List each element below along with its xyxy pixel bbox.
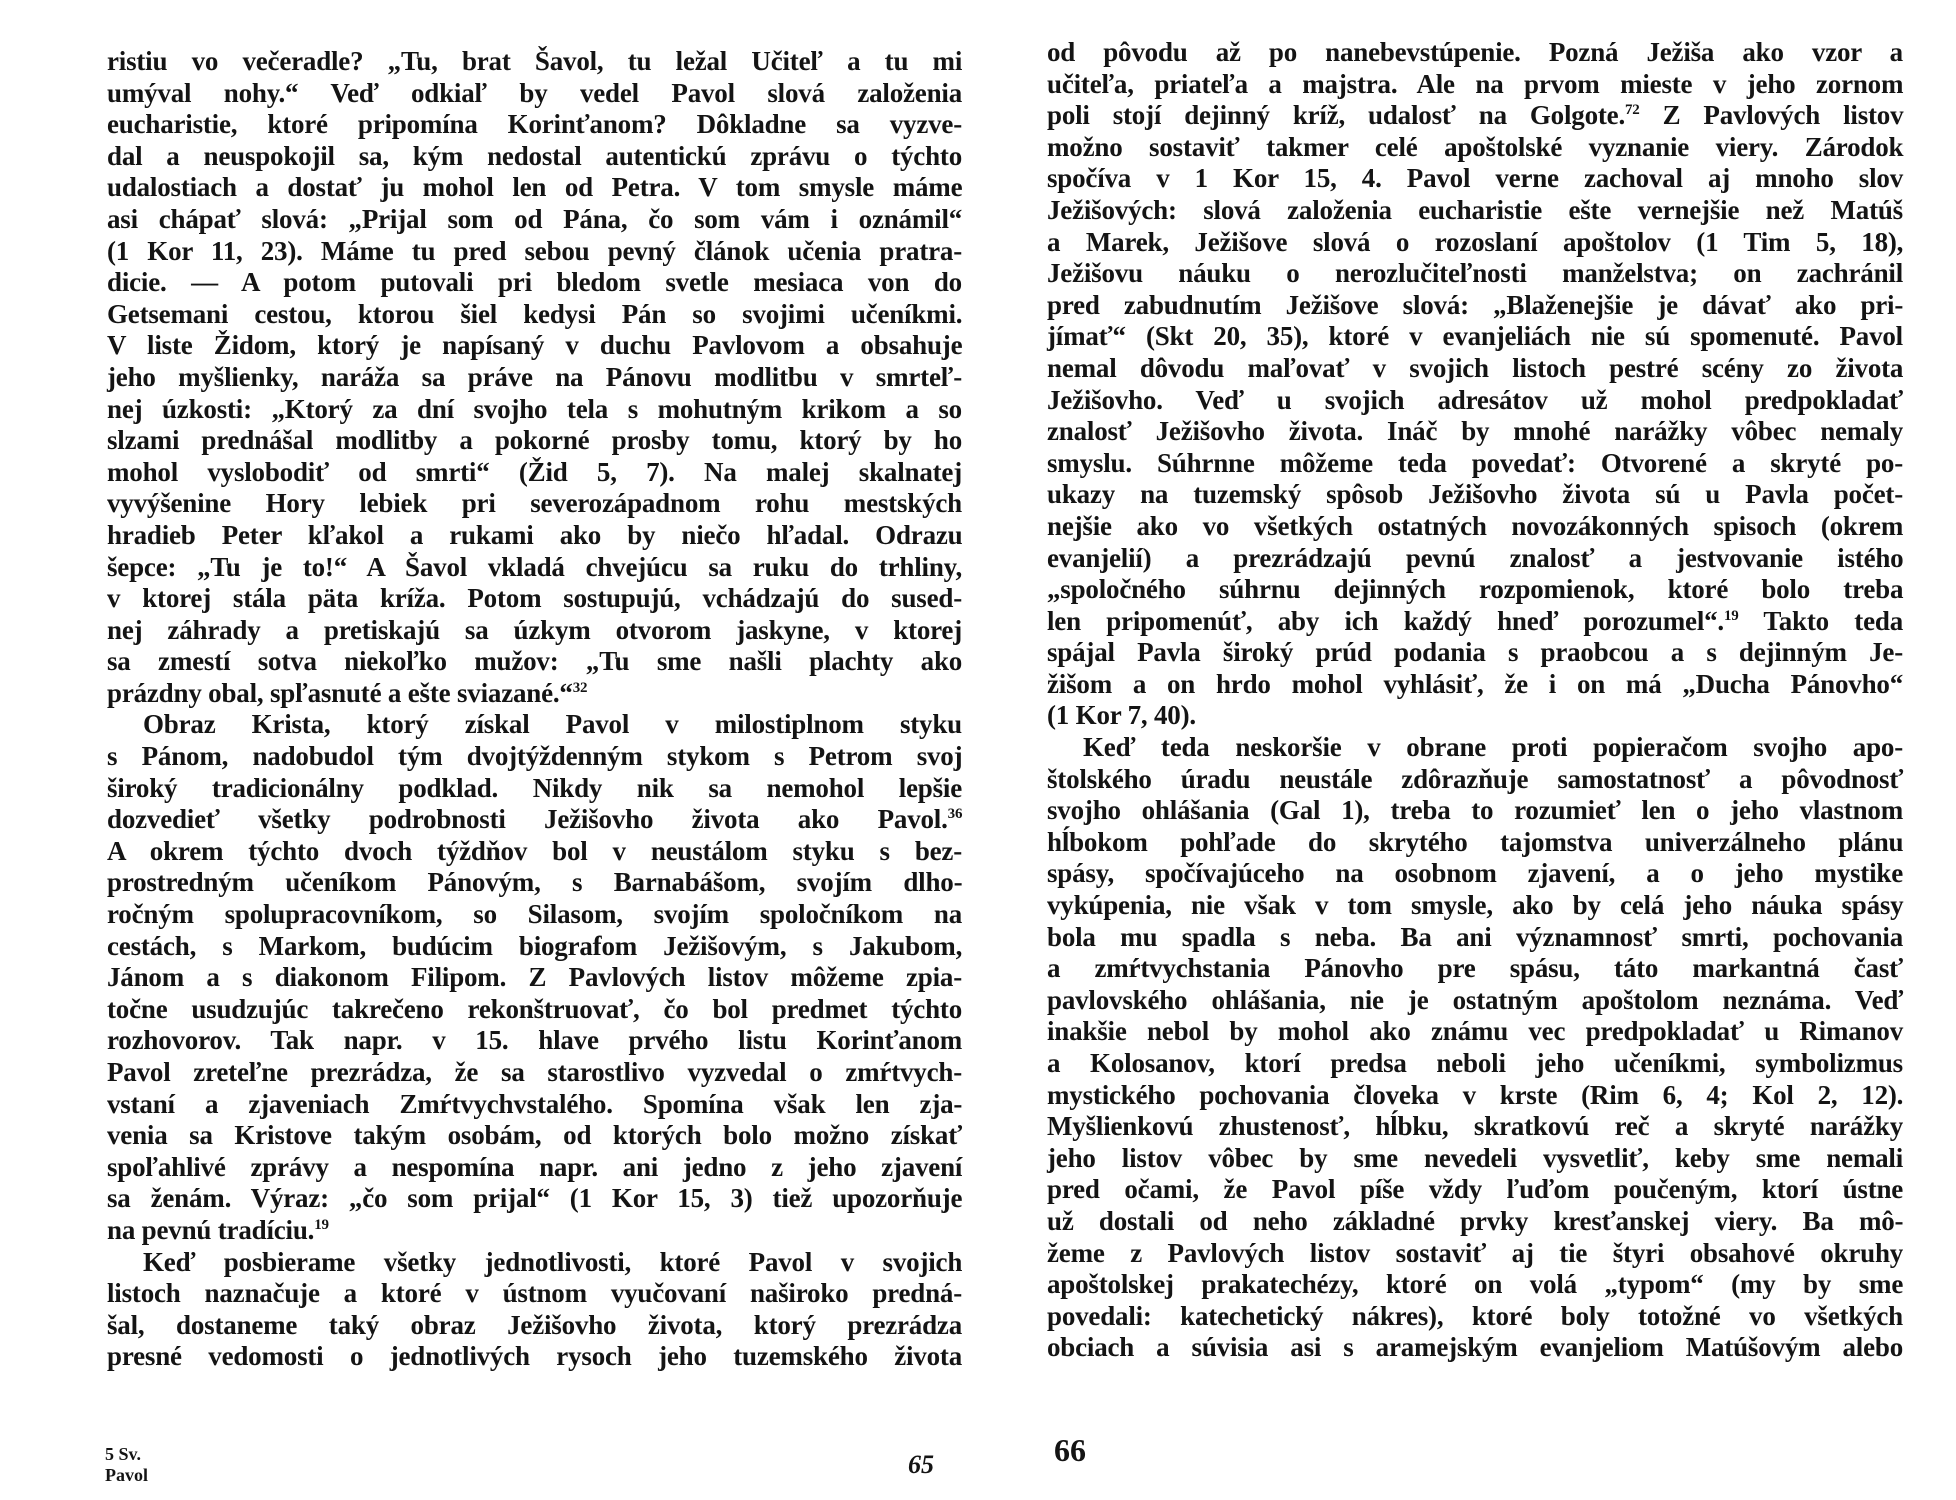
text-line xyxy=(1047,1174,1903,1206)
text-line xyxy=(107,394,962,426)
text-line-content: V liste Židom, ktorý je napísaný v duchu Pavlovom a obsahuje xyxy=(107,330,963,361)
text-line-content: spoľahlivé zprávy a nespomína napr. ani jedno z jeho zjavení xyxy=(107,1151,963,1182)
text-line-content: prostredným učeníkom Pánovým, s Barnabášom, svojím dlho- xyxy=(107,867,963,898)
text-line-content: bola mu spadla s neba. Ba ani významnosť smrti, pochovania xyxy=(1047,921,1903,952)
text-line-content: hĺbokom pohľade do skrytého tajomstva univerzálneho plánu xyxy=(1047,826,1904,857)
text-line-content: šepce: „Tu je to!“ A Šavol vkladá chvejúcu sa ruku do trhliny, xyxy=(107,551,962,582)
text-line-content: sa ženám. Výraz: „čo som prijal“ (1 Kor 15, 3) tiež upozorňuje xyxy=(107,1183,963,1214)
text-line-content: hradieb Peter kľakol a rukami ako by niečo hľadal. Odrazu xyxy=(107,519,963,550)
text-line xyxy=(1047,574,1903,606)
text-line xyxy=(1047,448,1903,480)
text-line-content: jeho listov vôbec by sme nevedeli vysvetliť, keby sme nemali xyxy=(1047,1142,1904,1173)
footnote-reference: 19 xyxy=(314,1216,329,1233)
text-line xyxy=(107,520,962,552)
text-line xyxy=(107,804,962,836)
text-line-content: apoštolskej prakatechézy, ktoré on volá „typom“ (my by sme xyxy=(1047,1269,1904,1300)
text-line-content: slzami prednášal modlitby a pokorné prosby tomu, ktorý by ho xyxy=(107,425,962,456)
text-line xyxy=(107,836,962,868)
text-line xyxy=(107,1183,962,1215)
text-line xyxy=(1047,1111,1903,1143)
text-line-content: „spoločného súhrnu dejinných rozpomienok, ktoré bolo treba xyxy=(1047,574,1904,605)
text-line-content: dozvedieť všetky podrobnosti Ježišovho života ako Pavol. xyxy=(107,804,948,835)
text-line xyxy=(107,646,962,678)
text-line xyxy=(107,899,962,931)
text-line xyxy=(1047,637,1903,669)
text-line-content: Myšlienkovú zhustenosť, hĺbku, skratkovú reč a skryté narážky xyxy=(1047,1111,1903,1142)
text-line-content: len pripomenúť, aby ich každý hneď porozumel“. xyxy=(1047,605,1724,636)
text-line-content: a Marek, Ježišove slová o rozoslaní apoštolov (1 Tim 5, 18), xyxy=(1047,226,1904,257)
text-line-content: rozhovorov. Tak napr. v 15. hlave prvého listu Korinťanom xyxy=(107,1025,963,1056)
text-line xyxy=(107,141,962,173)
text-line-continuation: Z Pavlových listov xyxy=(1639,100,1904,131)
text-line xyxy=(1047,1238,1903,1270)
text-line-content: ukazy na tuzemský spôsob Ježišovho života sú u Pavla počet- xyxy=(1047,479,1903,510)
text-line xyxy=(107,552,962,584)
text-line xyxy=(1047,511,1903,543)
text-line-content: žišom a on hrdo mohol vyhlásiť, že i on má „Ducha Pánovho“ xyxy=(1047,668,1903,699)
text-line-content: povedali: katechetický nákres), ktoré boly totožné vo všetkých xyxy=(1047,1300,1903,1331)
text-line-content: možno sostaviť takmer celé apoštolské vyznanie viery. Zárodok xyxy=(1047,131,1904,162)
text-line-content: s Pánom, nadobudol tým dvojtýždenným stykom s Petrom svoj xyxy=(107,741,963,772)
text-line xyxy=(1047,321,1903,353)
text-line xyxy=(1047,416,1903,448)
text-line xyxy=(1047,290,1903,322)
text-line-content: štolského úradu neustále zdôrazňuje samostatnosť a pôvodnosť xyxy=(1047,763,1904,794)
text-line xyxy=(1047,1143,1903,1175)
text-line xyxy=(1047,385,1903,417)
text-line xyxy=(1047,37,1903,69)
left-page-number: 65 xyxy=(908,1450,934,1479)
text-line xyxy=(107,1120,962,1152)
text-line-content: a zmŕtvychstania Pánovho pre spásu, táto markantná časť xyxy=(1047,953,1903,984)
printer-signature-mark: 5 Sv. Pavol xyxy=(105,1444,148,1485)
text-line-content: cestách, s Markom, budúcim biografom Ježišovým, s Jakubom, xyxy=(107,930,963,961)
text-line xyxy=(107,962,962,994)
text-line-content: svojho ohlášania (Gal 1), treba to rozumieť len o jeho vlastnom xyxy=(1047,795,1903,826)
text-line xyxy=(1047,1048,1903,1080)
text-line xyxy=(1047,985,1903,1017)
text-line xyxy=(107,1341,962,1373)
text-line-content: asi chápať slová: „Prijal som od Pána, čo som vám i oznámil“ xyxy=(107,203,963,234)
text-line-content: pavlovského ohlášania, nie je ostatným apoštolom neznáma. Veď xyxy=(1047,984,1903,1015)
text-line xyxy=(107,1247,962,1279)
text-line-content: jeho myšlienky, naráža sa práve na Pánovu modlitbu v smrteľ- xyxy=(107,361,962,392)
text-line-content: na pevnú tradíciu. xyxy=(107,1214,315,1245)
text-line xyxy=(107,773,962,805)
text-line xyxy=(1047,132,1903,164)
text-line xyxy=(107,362,962,394)
text-line-content: umýval nohy.“ Veď odkiaľ by vedel Pavol slová založenia xyxy=(107,77,962,108)
text-line-content: A okrem týchto dvoch týždňov bol v neustálom styku s bez- xyxy=(107,835,962,866)
text-line-content: ristiu vo večeradle? „Tu, brat Šavol, tu ležal Učiteľ a tu mi xyxy=(107,46,963,76)
text-line-content: prázdny obal, spľasnuté a ešte sviazané.“ xyxy=(107,677,573,708)
text-line xyxy=(1047,543,1903,575)
right-page-text-column xyxy=(1047,37,1903,1364)
text-line-content: venia sa Kristove takým osobám, od ktorých bolo možno získať xyxy=(107,1120,963,1151)
text-line xyxy=(1047,732,1903,764)
text-line-content: pred zabudnutím Ježišove slová: „Blaženejšie je dávať ako pri- xyxy=(1047,289,1904,320)
text-line xyxy=(1047,1206,1903,1238)
text-line xyxy=(107,78,962,110)
text-line-content: a Kolosanov, ktorí predsa neboli jeho učeníkmi, symbolizmus xyxy=(1047,1048,1903,1078)
text-line-content: ročným spolupracovníkom, so Silasom, svojím spoločníkom na xyxy=(107,899,962,930)
text-line-content: udalostiach a dostať ju mohol len od Petra. V tom smysle máme xyxy=(107,172,963,203)
text-line xyxy=(107,267,962,299)
text-line xyxy=(107,488,962,520)
text-line xyxy=(1047,606,1903,638)
text-line-content: smyslu. Súhrnne môžeme teda povedať: Otvorené a skryté po- xyxy=(1047,447,1903,478)
text-line-continuation: Takto teda xyxy=(1738,605,1903,636)
text-line xyxy=(107,172,962,204)
text-line xyxy=(1047,1301,1903,1333)
text-line-content: jímať“ (Skt 20, 35), ktoré v evanjeliách nie sú spomenuté. Pavol xyxy=(1047,321,1903,352)
text-line xyxy=(107,330,962,362)
text-line-content: evanjelií) a prezrádzajú pevnú znalosť a jestvovanie istého xyxy=(1047,542,1904,573)
text-line-content: nemal dôvodu maľovať v svojich listoch pestré scény zo života xyxy=(1047,352,1904,383)
text-line xyxy=(107,867,962,899)
text-line-content: Ježišovho. Veď u svojich adresátov už mohol predpokladať xyxy=(1047,384,1903,415)
text-line-content: Ježišovu náuku o nerozlučiteľnosti manželstva; on zachránil xyxy=(1047,258,1903,289)
text-line-content: spočíva v 1 Kor 15, 4. Pavol verne zachoval aj mnoho slov xyxy=(1047,163,1903,194)
text-line-content: Pavol zreteľne prezrádza, že sa starostlivo vyzvedal o zmŕtvych- xyxy=(107,1057,962,1087)
text-line-content: vyvýšenine Hory lebiek pri severozápadnom rohu mestských xyxy=(107,488,962,519)
text-line xyxy=(107,299,962,331)
text-line xyxy=(1047,764,1903,796)
text-line xyxy=(107,1025,962,1057)
text-line xyxy=(107,109,962,141)
left-page-text-column xyxy=(107,46,962,1373)
text-line-content: Jánom a s diakonom Filipom. Z Pavlových listov môžeme zpia- xyxy=(107,962,962,993)
text-line-content: pred očami, že Pavol píše vždy ľuďom poučeným, ktorí ústne xyxy=(1047,1174,1904,1205)
text-line xyxy=(107,741,962,773)
footnote-reference: 19 xyxy=(1723,607,1739,624)
text-line xyxy=(1047,890,1903,922)
text-line-content: točne usudzujúc takrečeno rekonštruovať, čo bol predmet týchto xyxy=(107,993,962,1024)
text-line-content: (1 Kor 7, 40). xyxy=(1047,700,1196,731)
text-line-content: listoch naznačuje a ktoré v ústnom vyučovaní naširoko predná- xyxy=(107,1278,962,1309)
text-line-content: v ktorej stála päta kríža. Potom sostupujú, vchádzajú do sused- xyxy=(107,583,962,614)
text-line xyxy=(107,236,962,268)
text-line-content: (1 Kor 11, 23). Máme tu pred sebou pevný článok učenia pratra- xyxy=(107,235,962,266)
text-line xyxy=(107,1057,962,1089)
text-line-content: Getsemani cestou, ktorou šiel kedysi Pán so svojimi učeníkmi. xyxy=(107,298,963,329)
text-line-content: šal, dostaneme taký obraz Ježišovho života, ktorý prezrádza xyxy=(107,1309,962,1340)
text-line-content: spájal Pavla široký prúd podania s praobcou a s dejinným Je- xyxy=(1047,637,1903,668)
text-line-content: poli stojí dejinný kríž, udalosť na Golgote. xyxy=(1047,100,1625,131)
text-line-content: mohol vyslobodiť od smrti“ (Žid 5, 7). Na malej skalnatej xyxy=(107,456,962,487)
text-line xyxy=(1047,953,1903,985)
text-line-content: sa zmestí sotva niekoľko mužov: „Tu sme našli plachty ako xyxy=(107,646,963,677)
right-page-number: 66 xyxy=(1054,1432,1086,1468)
text-line xyxy=(107,1215,962,1247)
text-line xyxy=(1047,227,1903,259)
text-line-content: vstaní a zjaveniach Zmŕtvychvstalého. Spomína však len zja- xyxy=(107,1088,963,1119)
text-line xyxy=(1047,1332,1903,1364)
text-line xyxy=(107,1089,962,1121)
text-line xyxy=(1047,827,1903,859)
text-line-content: od pôvodu až po nanebevstúpenie. Pozná Ježiša ako vzor a xyxy=(1047,37,1903,67)
text-line xyxy=(107,204,962,236)
text-line-content: Keď posbierame všetky jednotlivosti, ktoré Pavol v svojich xyxy=(143,1246,963,1277)
text-line-content: spásy, spočívajúceho na osobnom zjavení, a o jeho mystike xyxy=(1047,858,1903,889)
text-line xyxy=(107,615,962,647)
text-line xyxy=(107,709,962,741)
text-line xyxy=(107,457,962,489)
text-line-content: už dostali od neho základné prvky kresťanskej viery. Ba mô- xyxy=(1047,1205,1904,1236)
text-line xyxy=(107,1152,962,1184)
text-line-content: eucharistie, ktoré pripomína Korinťanom? Dôkladne sa vyzve- xyxy=(107,109,962,140)
footnote-reference: 36 xyxy=(947,806,963,823)
text-line xyxy=(1047,795,1903,827)
text-line xyxy=(107,1278,962,1310)
text-line-content: obciach a súvisia asi s aramejským evanjeliom Matúšovým alebo xyxy=(1047,1332,1903,1363)
text-line-content: žeme z Pavlových listov sostaviť aj tie štyri obsahové okruhy xyxy=(1047,1237,1904,1268)
text-line xyxy=(1047,1016,1903,1048)
text-line xyxy=(107,425,962,457)
text-line xyxy=(1047,258,1903,290)
text-line xyxy=(1047,922,1903,954)
footnote-reference: 32 xyxy=(572,679,588,696)
text-line xyxy=(1047,479,1903,511)
text-line xyxy=(107,678,962,710)
text-line xyxy=(1047,669,1903,701)
text-line-content: Obraz Krista, ktorý získal Pavol v milostiplnom styku xyxy=(143,709,962,740)
text-line xyxy=(1047,858,1903,890)
text-line xyxy=(107,46,962,78)
text-line xyxy=(1047,69,1903,101)
text-line-content: Ježišových: slová založenia eucharistie ešte vernejšie než Matúš xyxy=(1047,194,1903,225)
text-line-content: učiteľa, priateľa a majstra. Ale na prvom mieste v jeho zornom xyxy=(1047,68,1904,99)
text-line-content: vykúpenia, nie však v tom smysle, ako by celá jeho náuka spásy xyxy=(1047,890,1904,921)
text-line-content: nej záhrady a pretiskajú sa úzkym otvorom jaskyne, v ktorej xyxy=(107,614,962,645)
text-line-content: mystického pochovania človeka v krste (Rim 6, 4; Kol 2, 12). xyxy=(1047,1079,1904,1110)
text-line xyxy=(1047,353,1903,385)
text-line xyxy=(1047,100,1903,132)
text-line-content: nej úzkosti: „Ktorý za dní svojho tela s mohutným krikom a so xyxy=(107,393,962,424)
text-line xyxy=(1047,1269,1903,1301)
text-line-content: dicie. — A potom putovali pri bledom svetle mesiaca von do xyxy=(107,267,962,298)
text-line-content: široký tradicionálny podklad. Nikdy nik sa nemohol lepšie xyxy=(107,772,962,803)
text-line-content: presné vedomosti o jednotlivých rysoch jeho tuzemského života xyxy=(107,1341,962,1372)
text-line-content: dal a neuspokojil sa, kým nedostal autentickú zprávu o týchto xyxy=(107,140,962,171)
text-line xyxy=(1047,700,1903,732)
text-line xyxy=(1047,195,1903,227)
footnote-reference: 72 xyxy=(1625,102,1640,119)
text-line-content: inakšie nebol by mohol ako známu vec predpokladať u Rimanov xyxy=(1047,1016,1903,1047)
text-line xyxy=(1047,1080,1903,1112)
text-line xyxy=(107,583,962,615)
text-line xyxy=(107,1310,962,1342)
text-line-content: nejšie ako vo všetkých ostatných novozákonných spisoch (okrem xyxy=(1047,510,1904,541)
text-line-content: znalosť Ježišovho života. Ináč by mnohé narážky vôbec nemaly xyxy=(1047,416,1903,447)
text-line xyxy=(107,994,962,1026)
text-line xyxy=(107,931,962,963)
text-line-content: Keď teda neskoršie v obrane proti popieračom svojho apo- xyxy=(1083,732,1903,763)
text-line xyxy=(1047,163,1903,195)
